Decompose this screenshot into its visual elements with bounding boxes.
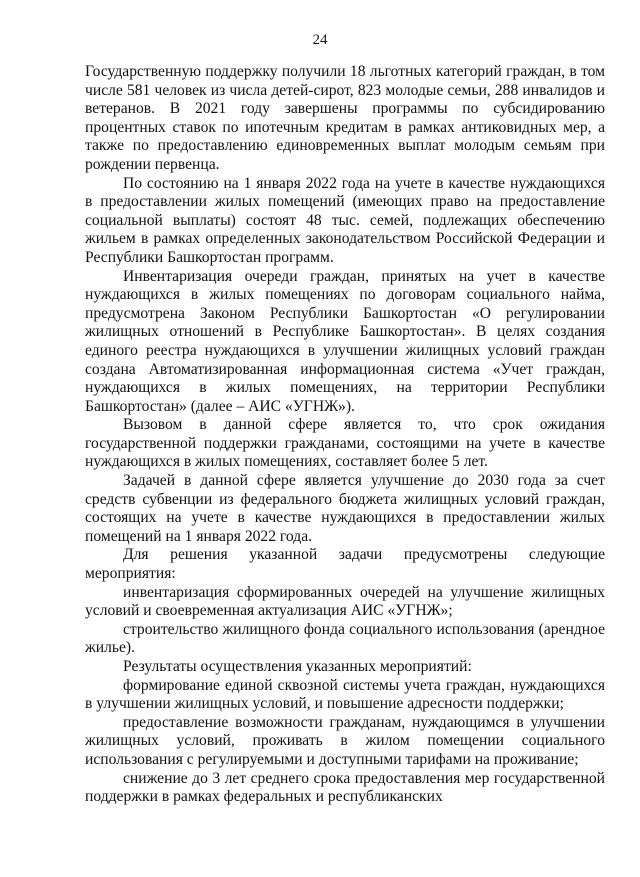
list-item-construction: строительство жилищного фонда социального использования (арендное жилье). — [85, 620, 605, 657]
paragraph-queue-status: По состоянию на 1 января 2022 года на учете в качестве нуждающихся в предоставлении жилых помещений (имеющих право на предоставление социальной выплаты) состоят 48 тыс. семей, подлежащих обеспечению жильем в рамках определенных законодательством Российской Федерации и Республики Башкортостан программ. — [85, 174, 605, 266]
paragraph-results-intro: Результаты осуществления указанных мероприятий: — [123, 658, 472, 675]
list-item-accounting-system: формирование единой сквозной системы учета граждан, нуждающихся в улучшении жилищных условий, и повышение адресности поддержки; — [85, 676, 605, 713]
list-item-inventory: инвентаризация сформированных очередей на улучшение жилищных условий и своевременная актуализация АИС «УГНЖ»; — [85, 583, 605, 620]
document-body — [85, 63, 605, 807]
list-item-social-housing: предоставление возможности гражданам, нуждающимся в улучшении жилищных условий, проживать в жилом помещении социального использования с регулируемыми и доступными тарифами на проживание; — [85, 713, 605, 768]
paragraph-challenge: Вызовом в данной сфере является то, что срок ожидания государственной поддержки гражданами, состоящими на учете в качестве нуждающихся в жилых помещениях, составляет более 5 лет. — [85, 416, 605, 471]
paragraph-measures-intro: Для решения указанной задачи предусмотрены следующие мероприятия: — [85, 546, 605, 583]
paragraph-inventory: Инвентаризация очереди граждан, принятых на учет в качестве нуждающихся в жилых помещениях по договорам социального найма, предусмотрена Законом Республики Башкортостан «О регулировании жилищных отношений в Республике Башкортостан». В целях создания единого реестра нуждающихся в улучшении жилищных условий граждан создана Автоматизированная информационная система «Учет граждан, нуждающихся в жилых помещениях, на территории Республики Башкортостан» (далее – АИС «УГНЖ»). — [85, 267, 605, 415]
page-number: 24 — [312, 32, 328, 48]
paragraph-task: Задачей в данной сфере является улучшение до 2030 года за счет средств субвенции из федерального бюджета жилищных условий граждан, состоящих на учете в качестве нуждающихся в предоставлении жилых помещений на 1 января 2022 года. — [85, 472, 605, 545]
list-item-reduction: снижение до 3 лет среднего срока предоставления мер государственной поддержки в рамках федеральных и республиканских — [85, 769, 605, 806]
paragraph-state-support: Государственную поддержку получили 18 льготных категорий граждан, в том числе 581 человек из числа детей-сирот, 823 молодые семьи, 288 инвалидов и ветеранов. В 2021 году завершены программы по субсидированию процентных ставок по ипотечным кредитам в рамках антиковидных мер, а также по предоставлению единовременных выплат молодым семьям при рождении первенца. — [85, 63, 605, 173]
